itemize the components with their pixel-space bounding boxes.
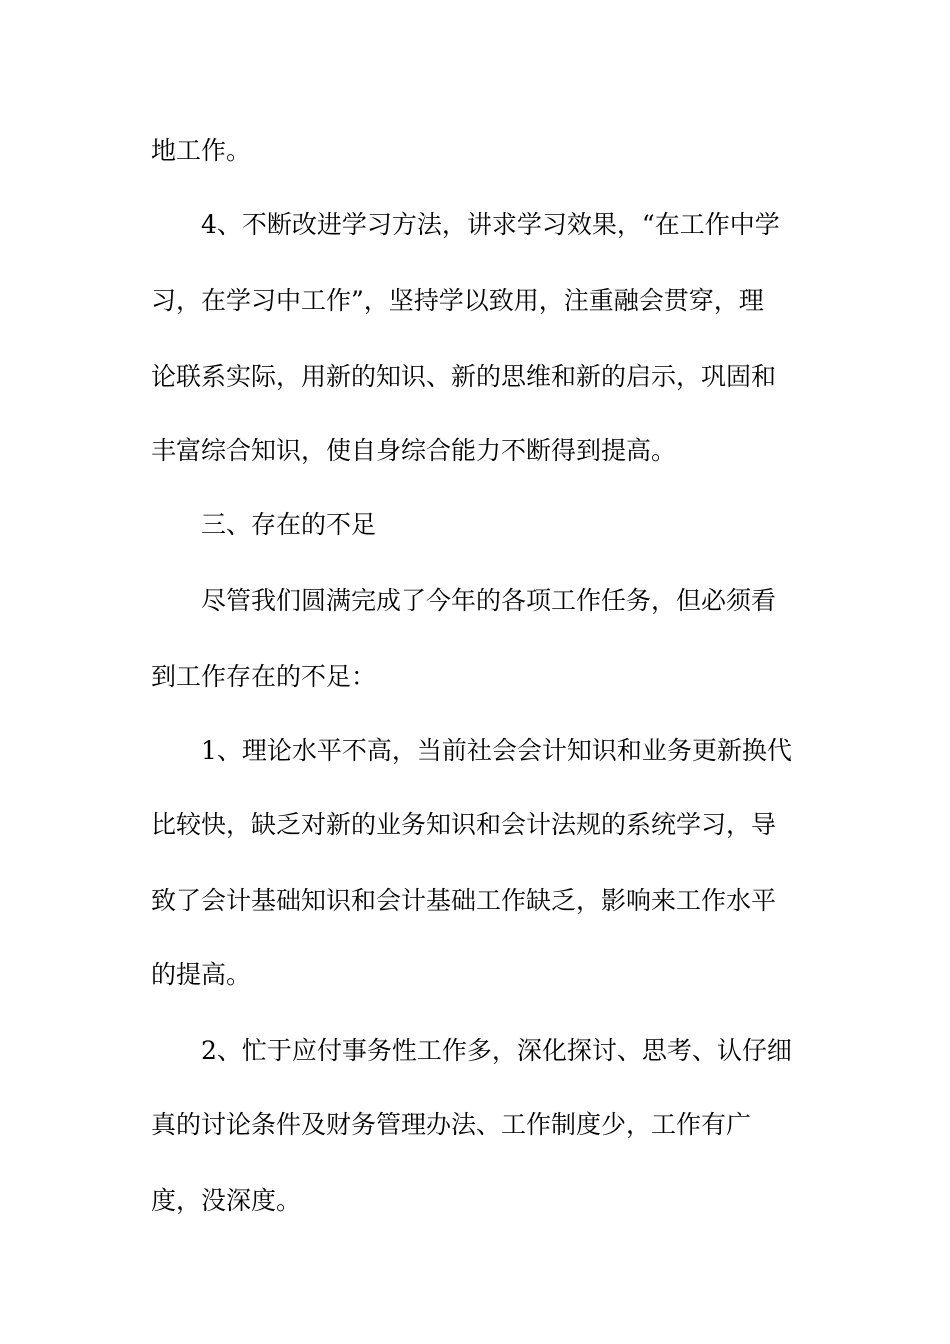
paragraph-line: 的提高。 <box>151 960 252 989</box>
paragraph-line: 致了会计基础知识和会计基础工作缺乏，影响来工作水平 <box>151 886 777 915</box>
paragraph-line: 比较快，缺乏对新的业务知识和会计法规的系统学习，导 <box>151 810 777 839</box>
paragraph-line: 2、忙于应付事务性工作多，深化探讨、思考、认仔细 <box>201 1036 792 1065</box>
paragraph-line: 4、不断改进学习方法，讲求学习效果，“在工作中学 <box>201 210 780 239</box>
paragraph-line: 度，没深度。 <box>151 1186 302 1215</box>
paragraph-line: 到工作存在的不足： <box>151 662 377 691</box>
paragraph-line: 地工作。 <box>151 136 252 165</box>
paragraph-line: 论联系实际，用新的知识、新的思维和新的启示，巩固和 <box>151 362 777 391</box>
paragraph-line: 1、理论水平不高，当前社会会计知识和业务更新换代 <box>201 736 792 765</box>
paragraph-line: 真的讨论条件及财务管理办法、工作制度少，工作有广 <box>151 1110 752 1139</box>
paragraph-line: 丰富综合知识，使自身综合能力不断得到提高。 <box>151 436 677 465</box>
paragraph-line: 习，在学习中工作”，坚持学以致用，注重融会贯穿，理 <box>151 286 764 315</box>
section-heading: 三、存在的不足 <box>201 510 377 539</box>
paragraph-line: 尽管我们圆满完成了今年的各项工作任务，但必须看 <box>201 586 777 615</box>
